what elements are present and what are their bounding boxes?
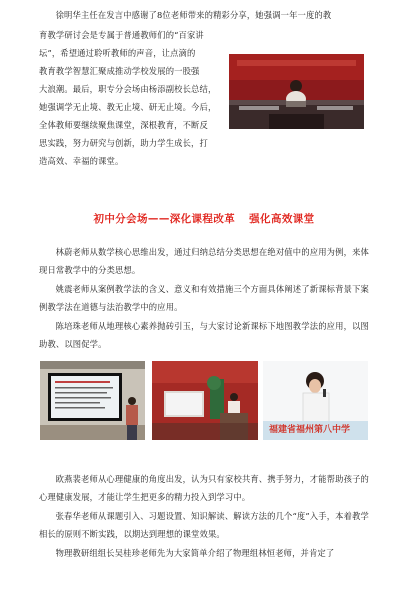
section3-paragraph-2: 张春华老师从课题引入、习题设置、知识解读、解读方法的几个“度”入手，本着教学相长的原则不断实践，以期达到理想的课堂效果。	[39, 511, 369, 540]
section1-line-1: 徐明华主任在发言中感谢了8位老师带来的精彩分享，她强调一年一度的教	[55, 10, 332, 20]
section1-line-3: 坛”，希望通过聆听教师的声音，让点滴的	[39, 48, 196, 58]
section1-line-2: 育教学研讨会是专属于普通教师们的“百家讲	[39, 30, 204, 40]
section1-line-9: 造高效、幸福的课堂。	[39, 156, 124, 166]
section2-paragraph-3: 陈培珠老师从地理核心素养抛砖引玉，与大家讨论新课标下地图教学法的应用，以图助教、以图促学。	[39, 321, 369, 350]
podium-speaker-photo	[152, 361, 258, 440]
section2-paragraph-2: 姚震老师从案例教学法的含义、意义和有效措施三个方面具体阐述了新课标背景下案例教学法在道德与法治教学中的应用。	[39, 284, 369, 313]
teacher-with-microphone-photo	[263, 361, 368, 440]
section2-paragraph-1: 林蔚老师从数学核心思维出发，通过归纳总结分类思想在绝对值中的应用为例，来体现日常教学中的分类思想。	[39, 247, 369, 276]
classroom-screen-photo	[40, 361, 145, 440]
section1-line-8: 思实践，努力研究与创新，助力学生成长，打	[39, 138, 208, 148]
section2-heading-left: 初中分会场——深化课程改革	[93, 213, 236, 225]
section2-heading	[0, 211, 408, 226]
section1-line-5: 大浪潮。最后，职专分会场由杨添副校长总结，	[39, 84, 217, 94]
section3-paragraph-1: 欧燕裴老师从心理健康的角度出发，认为只有家校共育、携手努力，才能帮助孩子的心理健康发展，才能让学生把更多的精力投入到学习中。	[39, 474, 369, 503]
banner-text: 福建省福州第八中学	[269, 425, 351, 435]
section1-line-7: 全体教师要继续聚焦课堂，深根教育，不断反	[39, 120, 208, 130]
section1-line-6: 她强调学无止境、教无止境、研无止境。今后，	[39, 102, 217, 112]
section2-heading-right: 强化高效课堂	[249, 213, 315, 225]
meeting-speaker-photo	[229, 54, 364, 129]
section3-paragraph-3: 物理教研组组长吴桂珍老师先为大家简单介绍了物理组林恒老师，并肯定了	[55, 548, 335, 558]
section1-line-4: 教育教学智慧汇聚成推动学校发展的一股强	[39, 66, 200, 76]
